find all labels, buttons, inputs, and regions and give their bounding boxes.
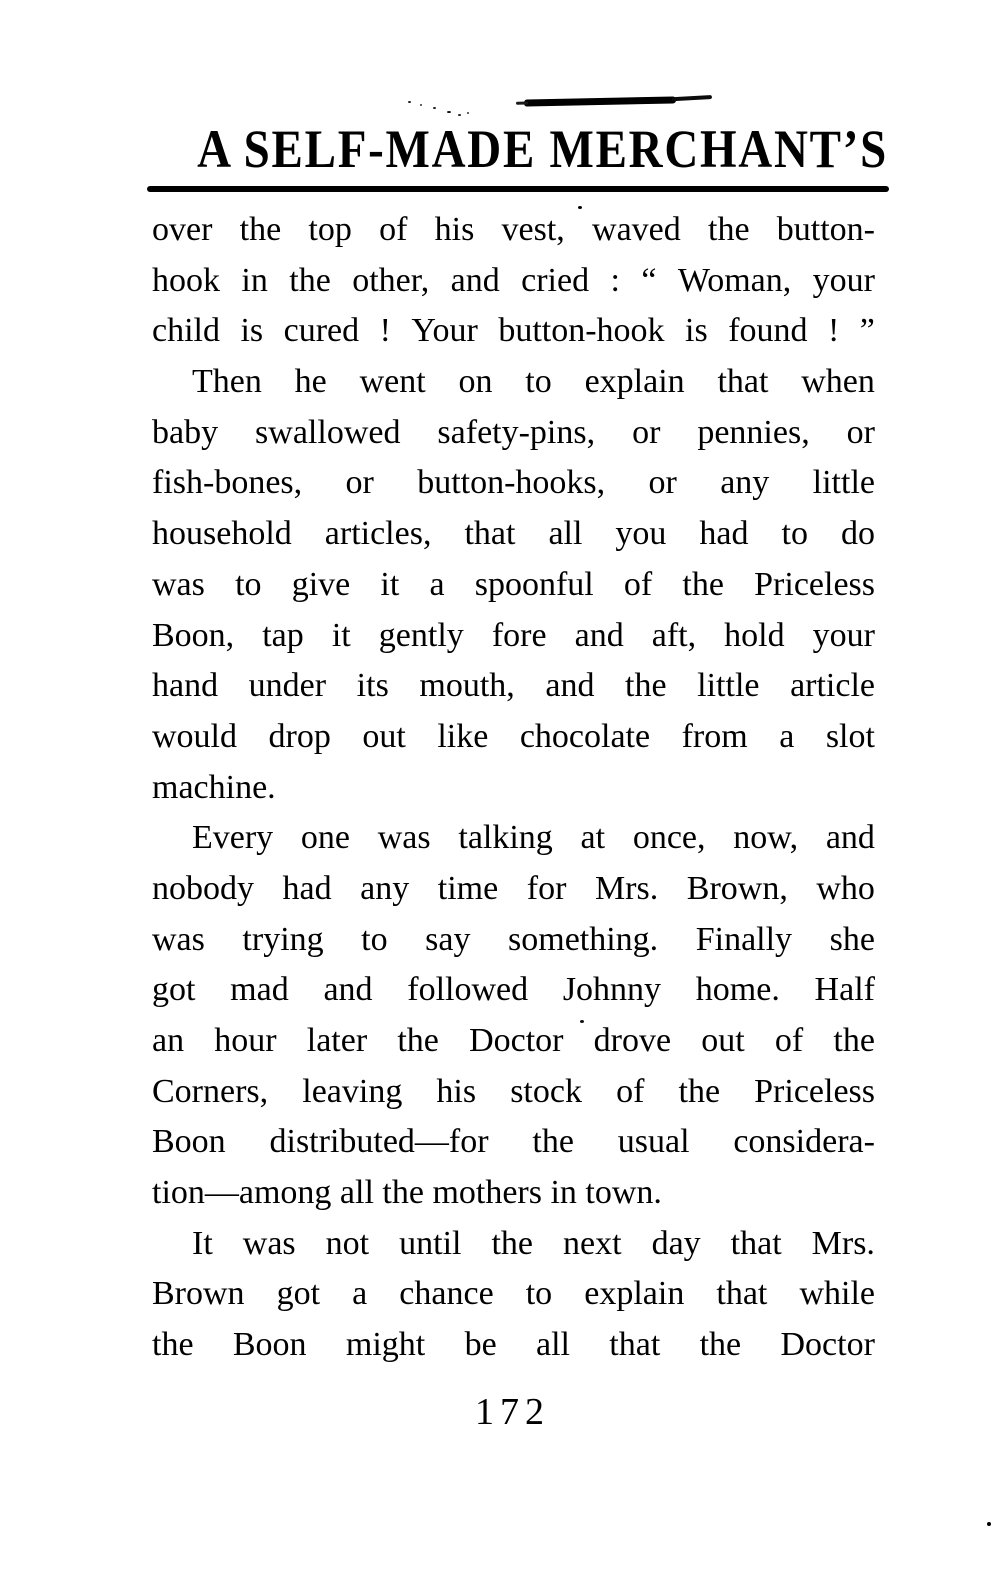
text-line-p1-l2: hook in the other, and cried : “ Woman, your: [152, 261, 875, 299]
text-line-p3-l6: Corners, leaving his stock of the Priceless: [152, 1072, 875, 1110]
text-line-p1-l3: child is cured ! Your button-hook is found ! ”: [152, 312, 875, 350]
ink-speck: [433, 107, 436, 109]
running-header-title: A SELF-MADE MERCHANT’S: [197, 119, 888, 179]
text-line-p3-l3: was trying to say something. Finally she: [152, 920, 875, 958]
text-line-p1-l1: over the top of his vest, waved the button-: [152, 211, 875, 248]
text-line-p3-l2: nobody had any time for Mrs. Brown, who: [152, 869, 875, 907]
text-line-p3-l4: got mad and followed Johnny home. Half: [152, 971, 875, 1009]
ink-speck: [467, 112, 469, 114]
ink-speck: [447, 111, 451, 113]
text-line-p3-l7: Boon distributed—for the usual considera-: [152, 1123, 875, 1161]
text-line-p3-l8: tion—among all the mothers in town.: [152, 1174, 662, 1212]
text-line-p2-l5: was to give it a spoonful of the Priceless: [152, 565, 875, 603]
text-line-p2-l6: Boon, tap it gently fore and aft, hold your: [152, 616, 875, 654]
ink-speck: [458, 114, 461, 116]
text-line-p2-l2: baby swallowed safety-pins, or pennies, or: [152, 413, 875, 451]
text-line-p4-l1: It was not until the next day that Mrs.: [192, 1224, 875, 1262]
text-line-p4-l3: the Boon might be all that the Doctor: [152, 1326, 875, 1364]
text-line-p2-l1: Then he went on to explain that when: [192, 363, 875, 401]
text-line-p2-l3: fish-bones, or button-hooks, or any little: [152, 464, 875, 502]
ink-speck: [408, 101, 411, 103]
text-line-p3-l1: Every one was talking at once, now, and: [192, 819, 875, 857]
text-line-p2-l8: would drop out like chocolate from a slot: [152, 717, 875, 755]
ink-speck: [987, 1522, 991, 1526]
ink-smudge-artifact: [524, 96, 676, 106]
text-line-p4-l2: Brown got a chance to explain that while: [152, 1275, 875, 1313]
text-line-p3-l5: an hour later the Doctor drove out of the: [152, 1022, 875, 1059]
page-number: 172: [475, 1391, 550, 1433]
text-line-p2-l4: household articles, that all you had to do: [152, 515, 875, 553]
body-text: [152, 205, 875, 1371]
ink-speck: [420, 104, 422, 106]
text-line-p2-l9: machine.: [152, 768, 276, 806]
header-rule: [147, 186, 889, 192]
text-line-p2-l7: hand under its mouth, and the little article: [152, 667, 875, 705]
